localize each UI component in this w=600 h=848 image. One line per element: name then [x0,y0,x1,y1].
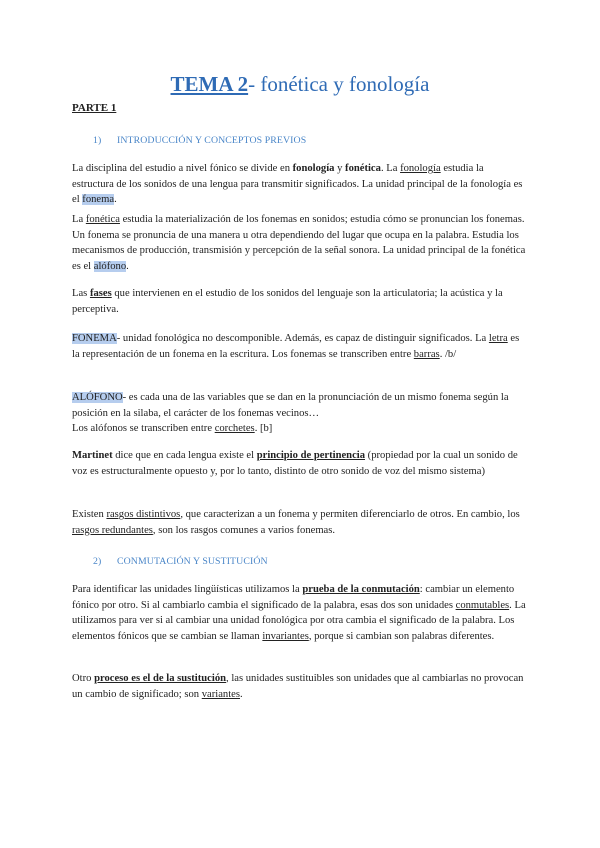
paragraph-disciplina: La disciplina del estudio a nivel fónico se divide en fonología y fonética. La fonología estudia la estructura de los sonidos de una lengua para transmitir significados. La unidad principal de la fonología es el fonema. [72,163,523,206]
section-label: INTRODUCCIÓN Y CONCEPTOS PREVIOS [117,135,307,146]
paragraph-alofono: ALÓFONO- es cada una de las variables que se dan en la pronunciación de un mismo fonema según la posición en la silaba, el carácter de los fonemas vecinos… Los alófonos se transcriben entre corchetes. [b] [72,392,509,435]
section-heading-1 [93,133,549,149]
highlight-fonema: fonema [82,194,115,206]
page-title [0,72,600,97]
paragraph-sustitucion: Otro proceso es el de la sustitución, las unidades sustituibles son unidades que al cambiarlas no provocan un cambio de significado; son variantes. [72,673,524,700]
section-label: CONMUTACIÓN Y SUSTITUCIÓN [117,556,268,567]
paragraph-rasgos: Existen rasgos distintivos, que caracterizan a un fonema y permiten diferenciarlo de otros. En cambio, los rasgos redundantes, son los rasgos comunes a varios fonemas. [72,509,520,536]
paragraph-fases: Las fases que intervienen en el estudio de los sonidos del lenguaje son la articulatoria; la acústica y la perceptiva. [72,288,503,315]
part-heading: PARTE 1 [72,102,117,114]
section-number: 1) [93,135,102,146]
highlight-alofono-term: ALÓFONO [72,392,123,403]
paragraph-fonetica: La fonética estudia la materialización de los fonemas en sonidos; estudia cómo se pronuncian los fonemas. Un fonema se pronuncia de una manera u otra dependiendo del lugar que ocupa en la palabra. Estudia los mecanismos de producción, transmisión y percepción de la señal sonora. La unidad principal de la fonética es el alófono. [72,214,526,272]
highlight-alofono: alófono [93,260,127,272]
title-subject: - fonética y fonología [248,72,430,96]
section-number: 2) [93,556,102,567]
highlight-fonema-term: FONEMA [72,333,117,344]
paragraph-conmutacion: Para identificar las unidades lingüísticas utilizamos la prueba de la conmutación: cambiar un elemento fónico por otro. Si al cambiarlo cambia el significado de la palabra, esas dos son unidades conmutables. La utilizamos para ver si al cambiar una unidad fonológica por otra cambia el significado de la palabra. Los elementos fónicos que se cambian se llaman invariantes, porque si cambian son palabras diferentes. [72,584,526,642]
paragraph-martinet: Martinet dice que en cada lengua existe el principio de pertinencia (propiedad por la cual un sonido de voz es estructuralmente opuesto y, por lo tanto, distinto de otro sonido de voz del mismo sistema) [72,450,518,477]
title-topic: TEMA 2 [170,72,249,96]
paragraph-fonema: FONEMA- unidad fonológica no descomponible. Además, es capaz de distinguir significados. La letra es la representación de un fonema en la escritura. Los fonemas se transcriben entre barras. /b/ [72,333,520,360]
section-heading-2 [93,554,549,570]
